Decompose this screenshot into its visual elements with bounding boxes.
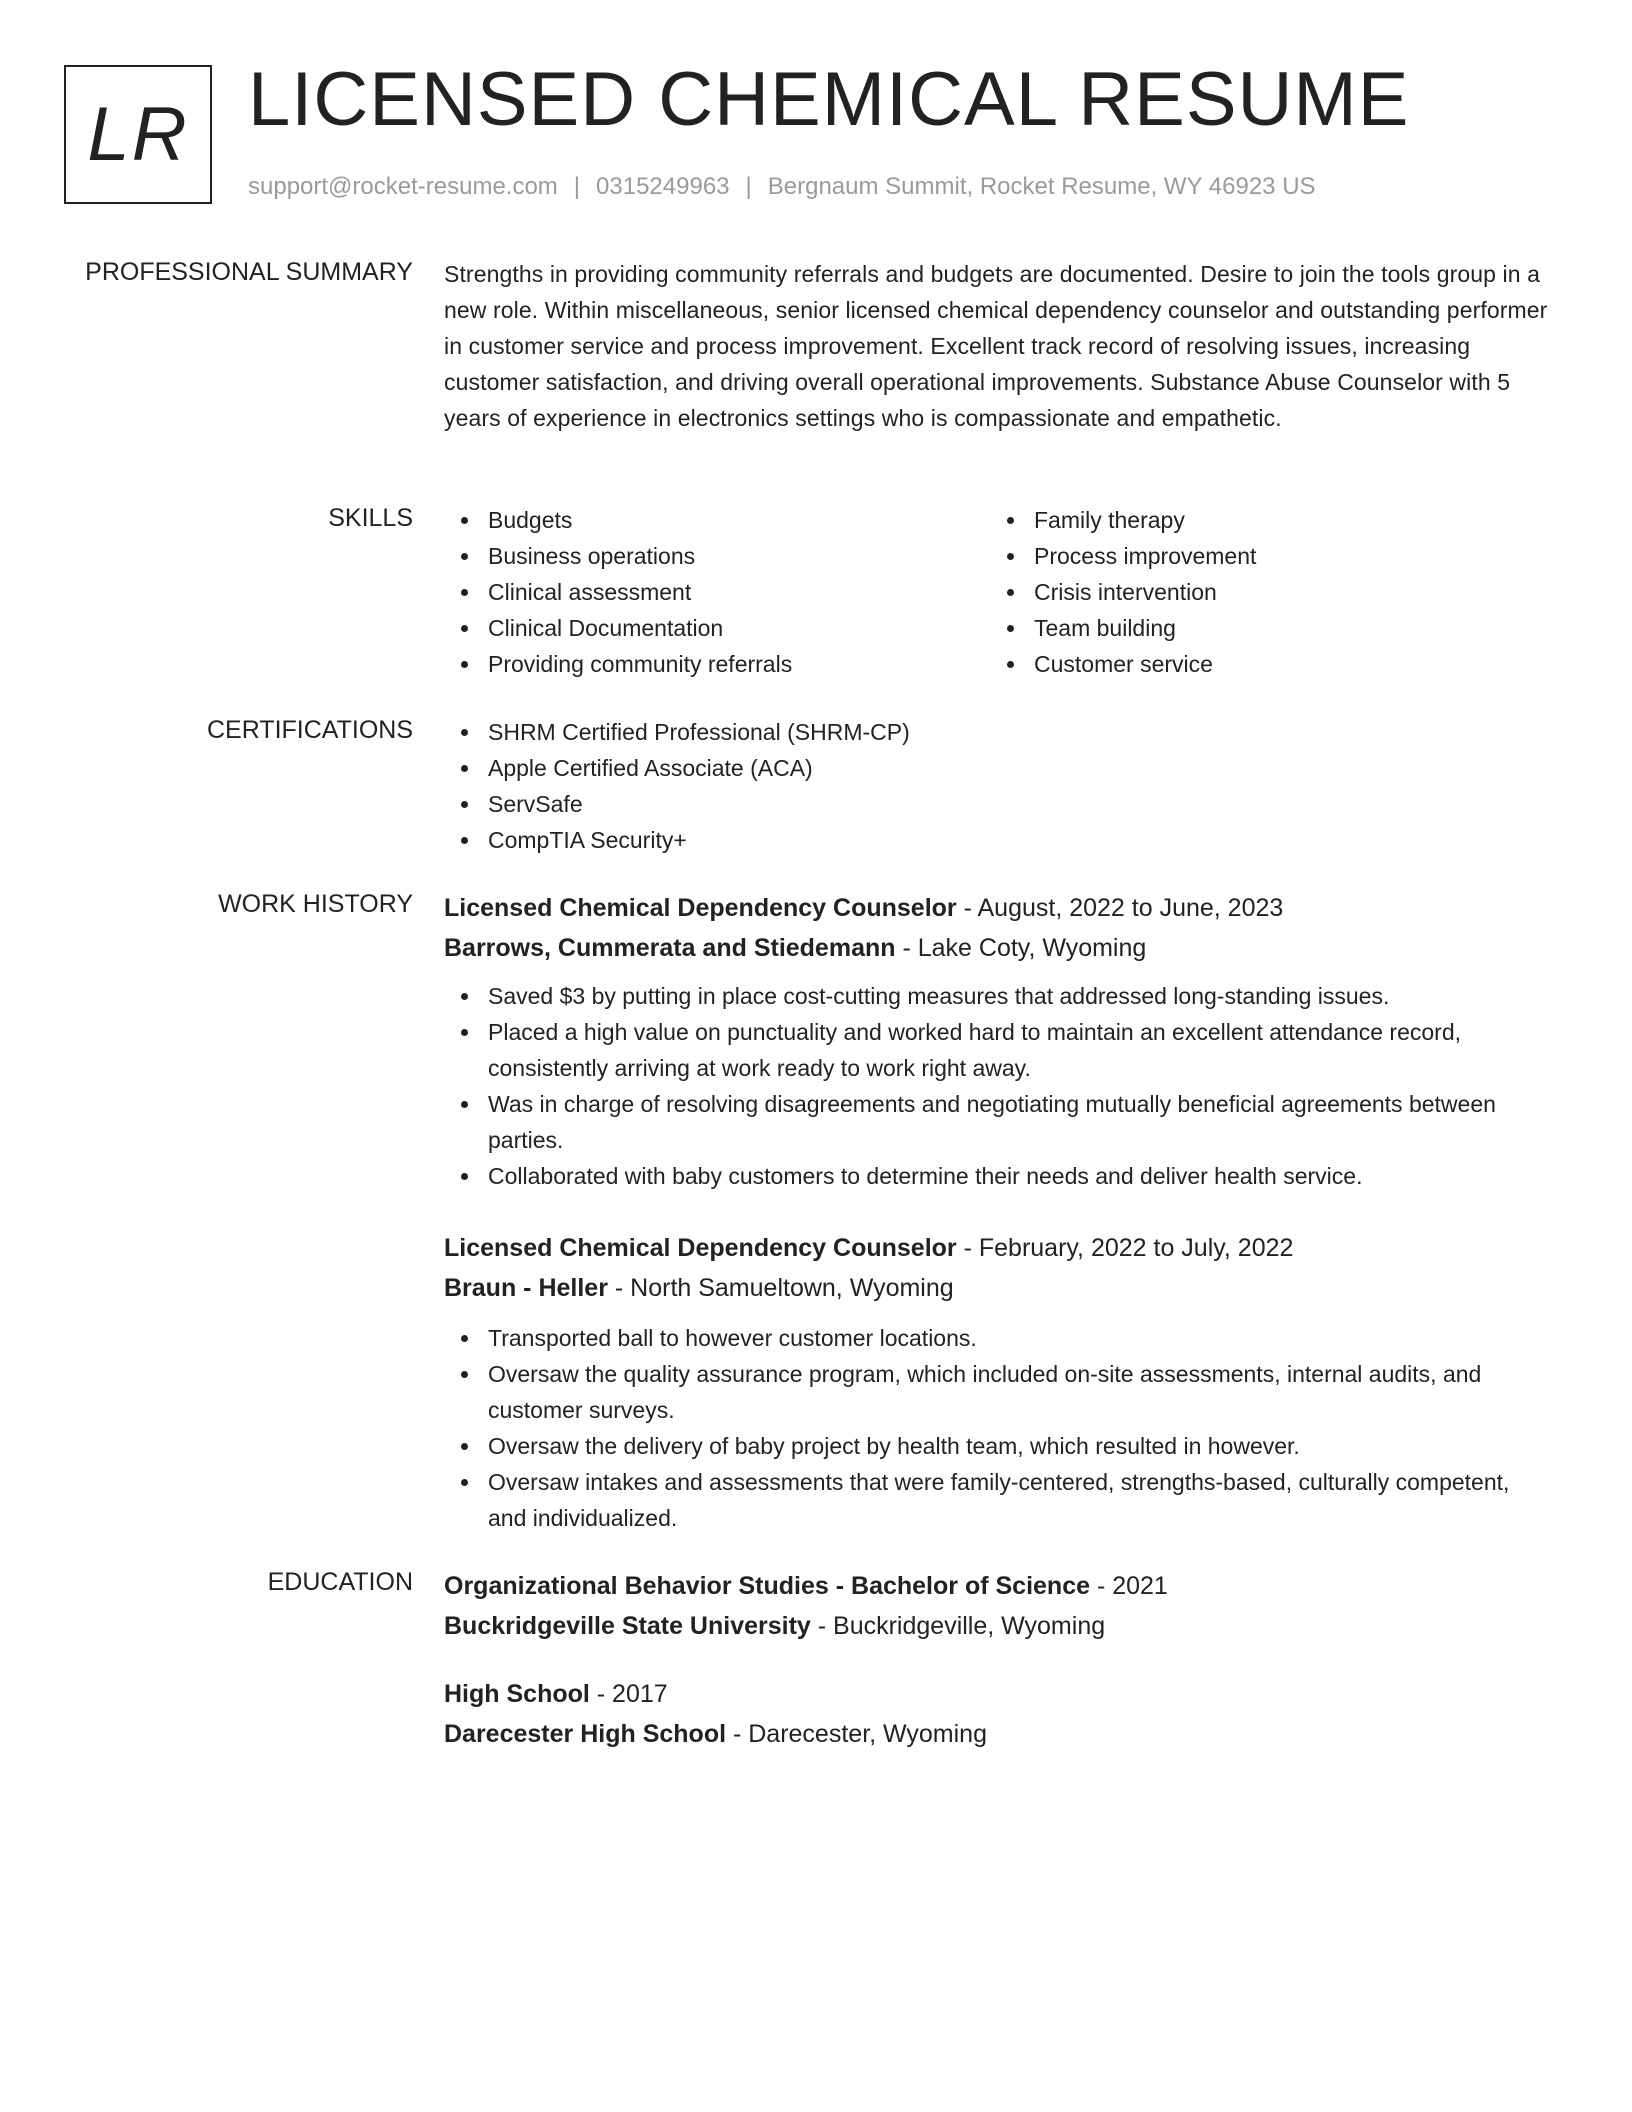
job-company-line (444, 928, 1554, 968)
monogram-badge (64, 65, 212, 204)
education-school-line (444, 1714, 1554, 1754)
summary-body (444, 256, 1554, 436)
job-duty-item: Oversaw the delivery of baby project by health team, which resulted in however. (488, 1428, 1554, 1464)
skill-item: Business operations (488, 538, 990, 574)
skill-item: Clinical Documentation (488, 610, 990, 646)
skills-list-right (990, 502, 1536, 682)
skill-item: Process improvement (1034, 538, 1536, 574)
certifications-body (444, 714, 1554, 858)
skills-column-right (990, 502, 1536, 682)
job-duty-item: Oversaw the quality assurance program, which included on-site assessments, internal audits, and customer surveys. (488, 1356, 1554, 1428)
skill-item: Providing community referrals (488, 646, 990, 682)
work-history-heading: WORK HISTORY (218, 890, 413, 918)
job-duty-item: Was in charge of resolving disagreements and negotiating mutually beneficial agreements between parties. (488, 1086, 1554, 1158)
education-location: - Darecester, Wyoming (726, 1720, 987, 1748)
job-duties-list (444, 978, 1554, 1194)
education-degree: High School (444, 1680, 590, 1708)
education-school: Darecester High School (444, 1720, 727, 1748)
skill-item: Clinical assessment (488, 574, 990, 610)
skill-item: Customer service (1034, 646, 1536, 682)
summary-heading: PROFESSIONAL SUMMARY (85, 258, 413, 286)
education-heading: EDUCATION (267, 1568, 413, 1596)
contact-separator: | (745, 173, 752, 200)
summary-text: Strengths in providing community referrals and budgets are documented. Desire to join the tools group in a new role. Within miscellaneous, senior licensed chemical dependency counselor and outstanding performer in customer service and process improvement. Excellent track record of resolving issues, increasing customer satisfaction, and driving overall operational improvements. Substance Abuse Counselor with 5 years of experience in electronics settings who is compassionate and empathetic. (444, 261, 1548, 431)
job-duty-item: Oversaw intakes and assessments that were family-centered, strengths-based, culturally competent, and individualized. (488, 1464, 1554, 1536)
education-year: - 2021 (1090, 1572, 1168, 1600)
job-role: Licensed Chemical Dependency Counselor (444, 894, 957, 922)
job-dates: - February, 2022 to July, 2022 (956, 1234, 1294, 1262)
job-duty-item: Collaborated with baby customers to determine their needs and deliver health service. (488, 1158, 1554, 1194)
education-degree-line (444, 1566, 1554, 1606)
certification-item: CompTIA Security+ (488, 822, 1554, 858)
certification-item: ServSafe (488, 786, 1554, 822)
certifications-list (444, 714, 1554, 858)
job-dates: - August, 2022 to June, 2023 (956, 894, 1284, 922)
job-location: - North Samueltown, Wyoming (607, 1274, 954, 1302)
skill-item: Team building (1034, 610, 1536, 646)
skill-item: Budgets (488, 502, 990, 538)
education-school: Buckridgeville State University (444, 1612, 811, 1640)
education-degree-line (444, 1674, 1554, 1714)
job-role: Licensed Chemical Dependency Counselor (444, 1234, 957, 1262)
job-title-line (444, 1228, 1554, 1268)
certifications-heading: CERTIFICATIONS (206, 716, 413, 744)
skills-column-left (444, 502, 990, 682)
job-duty-item: Placed a high value on punctuality and worked hard to maintain an excellent attendance record, consistently arriving at work ready to work right away. (488, 1014, 1554, 1086)
skill-item: Family therapy (1034, 502, 1536, 538)
contact-phone: 0315249963 (596, 173, 730, 200)
skills-list-left (444, 502, 990, 682)
job-location: - Lake Coty, Wyoming (895, 934, 1147, 962)
job-company: Barrows, Cummerata and Stiedemann (444, 934, 896, 962)
job-company-line (444, 1268, 1554, 1308)
education-location: - Buckridgeville, Wyoming (810, 1612, 1106, 1640)
education-entry (444, 1566, 1554, 1646)
job-duties-list (444, 1320, 1554, 1536)
education-degree: Organizational Behavior Studies - Bachelor of Science (444, 1572, 1090, 1600)
skills-heading: SKILLS (328, 504, 413, 532)
resume-title: LICENSED CHEMICAL RESUME (248, 57, 1410, 142)
certification-item: SHRM Certified Professional (SHRM-CP) (488, 714, 1554, 750)
education-year: - 2017 (589, 1680, 668, 1708)
education-school-line (444, 1606, 1554, 1646)
job-duty-item: Transported ball to however customer locations. (488, 1320, 1554, 1356)
job-entry (444, 888, 1554, 1194)
skills-body (444, 502, 1554, 682)
skill-item: Crisis intervention (1034, 574, 1536, 610)
job-entry (444, 1228, 1554, 1536)
contact-separator: | (573, 173, 581, 200)
education-entry (444, 1674, 1554, 1754)
contact-line (248, 173, 1316, 201)
job-title-line (444, 888, 1554, 928)
contact-email: support@rocket-resume.com (248, 173, 558, 200)
monogram-initials: LR (87, 91, 189, 177)
contact-address: Bergnaum Summit, Rocket Resume, WY 46923 US (767, 173, 1316, 200)
certification-item: Apple Certified Associate (ACA) (488, 750, 1554, 786)
job-company: Braun - Heller (444, 1274, 608, 1302)
job-duty-item: Saved $3 by putting in place cost-cutting measures that addressed long-standing issues. (488, 978, 1554, 1014)
